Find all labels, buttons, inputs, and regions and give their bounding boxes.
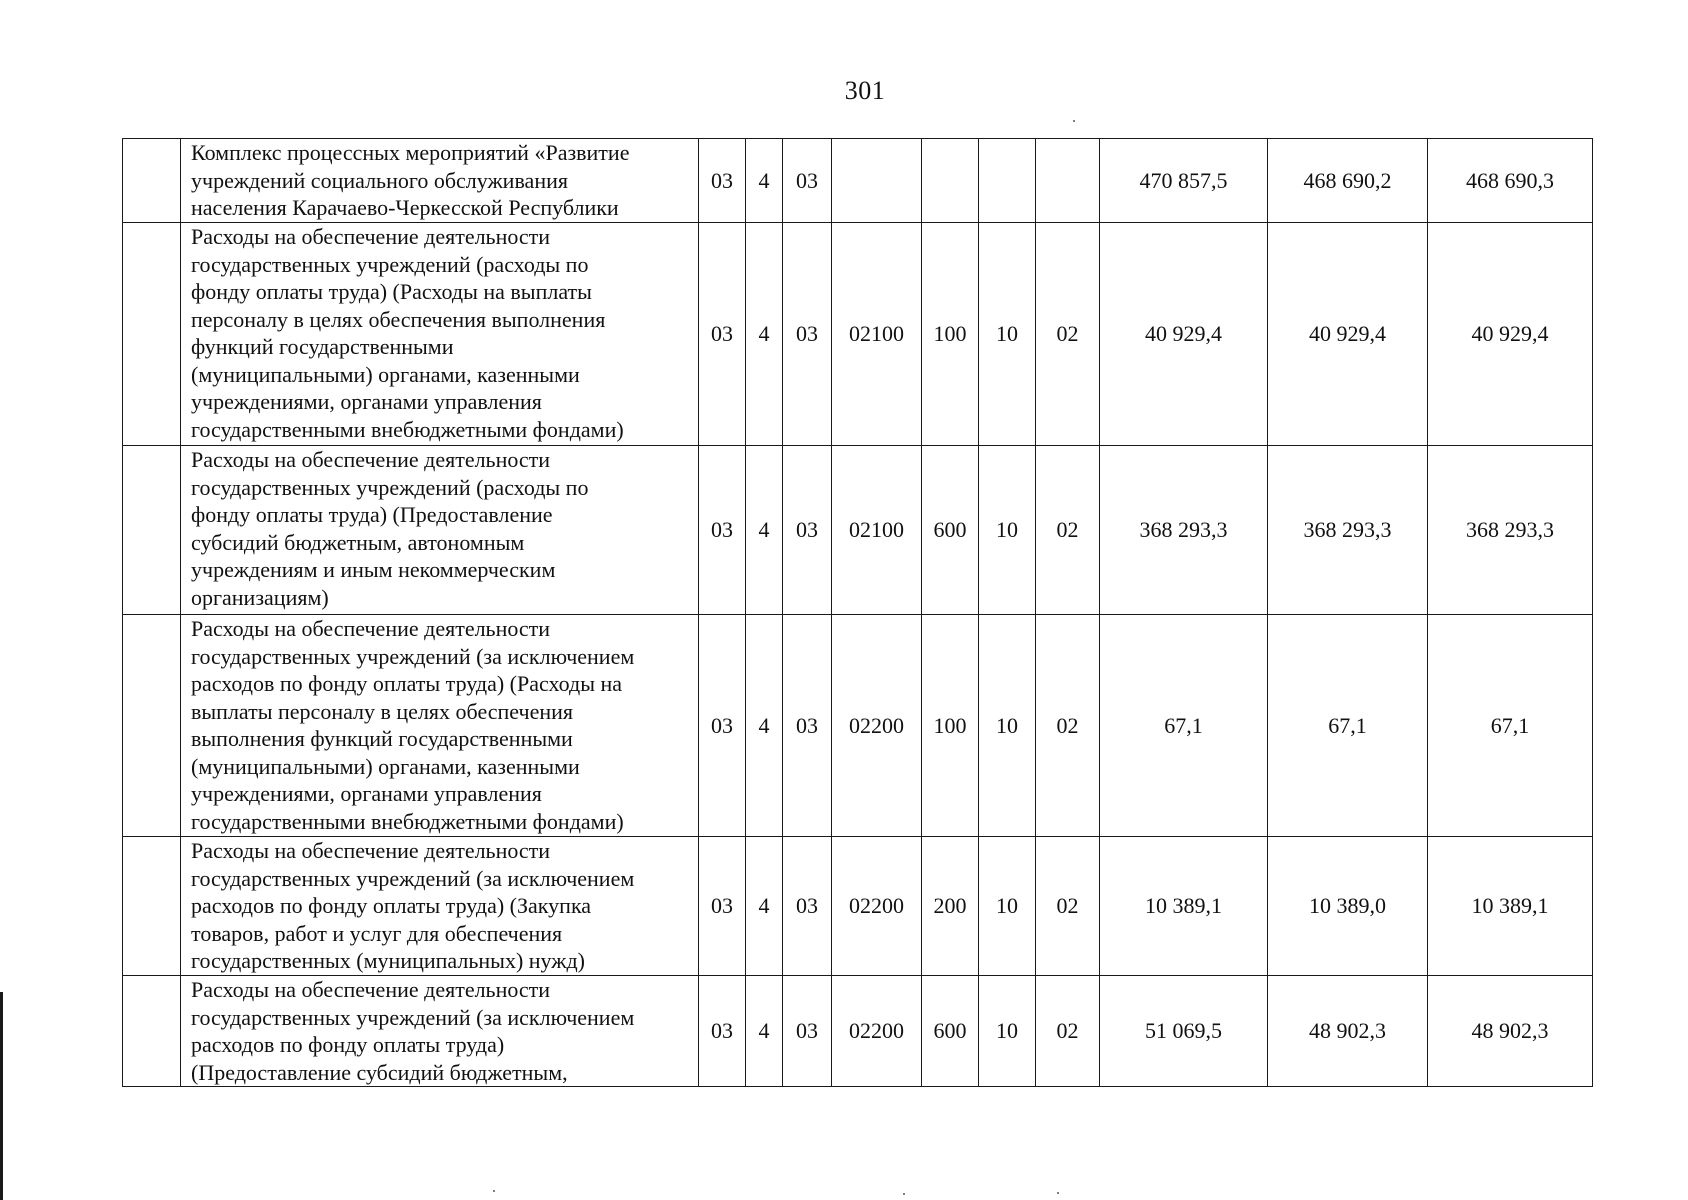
- description-line: товаров, работ и услуг для обеспечения: [191, 920, 563, 946]
- description-line: Расходы на обеспечение деятельности: [191, 838, 551, 863]
- description-line: (муниципальными) органами, казенными: [191, 753, 580, 779]
- description-line: (Предоставление субсидий бюджетным,: [191, 1059, 568, 1085]
- budget-table: [122, 138, 1593, 1087]
- section-cell: 10: [979, 446, 1036, 615]
- amount-year-3-cell: 40 929,4: [1428, 223, 1593, 446]
- description-cell: [181, 837, 699, 976]
- structure-code-cell: 03: [783, 837, 832, 976]
- type-code-cell: 4: [746, 223, 783, 446]
- row-number-cell: [123, 837, 181, 976]
- description-line: расходов по фонду оплаты труда) (Расходы на: [191, 671, 623, 696]
- description-line: учреждениями, органами управления: [191, 389, 542, 414]
- row-number-cell: [123, 446, 181, 615]
- description-line: Расходы на обеспечение деятельности: [191, 977, 551, 1002]
- amount-year-1-cell: 470 857,5: [1100, 139, 1268, 223]
- type-code-cell: 4: [746, 446, 783, 615]
- description-line: государственных учреждений (за исключением: [191, 643, 635, 669]
- description-line: учреждениям и иным некоммерческим: [191, 557, 556, 582]
- description-line: выплаты персоналу в целях обеспечения: [191, 698, 574, 724]
- direction-code-cell: 02200: [832, 837, 922, 976]
- amount-year-2-cell: 48 902,3: [1268, 976, 1428, 1087]
- description-cell: [181, 615, 699, 837]
- subsection-cell: 02: [1036, 446, 1100, 615]
- row-number-cell: [123, 139, 181, 223]
- description-line: учреждениями, органами управления: [191, 781, 542, 806]
- expense-type-cell: 200: [922, 837, 979, 976]
- description-line: Расходы на обеспечение деятельности: [191, 447, 551, 472]
- section-cell: 10: [979, 976, 1036, 1087]
- expense-type-cell: 600: [922, 446, 979, 615]
- subsection-cell: 02: [1036, 615, 1100, 837]
- description-line: организациям): [191, 584, 329, 610]
- type-code-cell: 4: [746, 615, 783, 837]
- amount-year-1-cell: 67,1: [1100, 615, 1268, 837]
- amount-year-2-cell: 10 389,0: [1268, 837, 1428, 976]
- section-cell: 10: [979, 837, 1036, 976]
- description-line: Комплекс процессных мероприятий «Развитие: [191, 140, 630, 165]
- table-row: [123, 976, 1593, 1087]
- amount-year-3-cell: 368 293,3: [1428, 446, 1593, 615]
- description-line: фонду оплаты труда) (Предоставление: [191, 502, 553, 527]
- table-row: [123, 139, 1593, 223]
- row-number-cell: [123, 976, 181, 1087]
- structure-code-cell: 03: [783, 139, 832, 223]
- amount-year-3-cell: 468 690,3: [1428, 139, 1593, 223]
- amount-year-1-cell: 51 069,5: [1100, 976, 1268, 1087]
- subsection-cell: [1036, 139, 1100, 223]
- description-line: учреждений социального обслуживания: [191, 167, 568, 193]
- subsection-cell: 02: [1036, 837, 1100, 976]
- structure-code-cell: 03: [783, 223, 832, 446]
- description-line: государственных (муниципальных) нужд): [191, 948, 585, 973]
- section-cell: 10: [979, 615, 1036, 837]
- direction-code-cell: 02100: [832, 223, 922, 446]
- amount-year-2-cell: 40 929,4: [1268, 223, 1428, 446]
- expense-type-cell: 600: [922, 976, 979, 1087]
- description-line: государственных учреждений (расходы по: [191, 474, 589, 500]
- table-row: [123, 615, 1593, 837]
- description-line: (муниципальными) органами, казенными: [191, 361, 580, 387]
- amount-year-1-cell: 40 929,4: [1100, 223, 1268, 446]
- description-line: функций государственными: [191, 334, 454, 359]
- description-line: фонду оплаты труда) (Расходы на выплаты: [191, 279, 592, 304]
- program-code-cell: 03: [699, 615, 746, 837]
- row-number-cell: [123, 615, 181, 837]
- structure-code-cell: 03: [783, 976, 832, 1087]
- structure-code-cell: 03: [783, 615, 832, 837]
- description-cell: [181, 223, 699, 446]
- amount-year-1-cell: 10 389,1: [1100, 837, 1268, 976]
- amount-year-2-cell: 67,1: [1268, 615, 1428, 837]
- description-line: расходов по фонду оплаты труда): [191, 1032, 505, 1057]
- table-row: [123, 837, 1593, 976]
- description-line: персоналу в целях обеспечения выполнения: [191, 306, 606, 332]
- description-line: государственных учреждений (за исключением: [191, 865, 635, 891]
- description-cell: [181, 446, 699, 615]
- subsection-cell: 02: [1036, 976, 1100, 1087]
- type-code-cell: 4: [746, 976, 783, 1087]
- program-code-cell: 03: [699, 976, 746, 1087]
- description-line: выполнения функций государственными: [191, 726, 573, 751]
- description-line: государственными внебюджетными фондами): [191, 416, 624, 442]
- description-line: Расходы на обеспечение деятельности: [191, 224, 551, 249]
- expense-type-cell: 100: [922, 223, 979, 446]
- program-code-cell: 03: [699, 223, 746, 446]
- type-code-cell: 4: [746, 139, 783, 223]
- description-line: Расходы на обеспечение деятельности: [191, 616, 551, 641]
- scan-margin-rule: [0, 992, 3, 1200]
- page-number: 301: [844, 76, 886, 105]
- amount-year-2-cell: 468 690,2: [1268, 139, 1428, 223]
- description-line: государственных учреждений (расходы по: [191, 251, 589, 277]
- program-code-cell: 03: [699, 139, 746, 223]
- row-number-cell: [123, 223, 181, 446]
- table-body: [123, 139, 1593, 1087]
- description-line: расходов по фонду оплаты труда) (Закупка: [191, 893, 592, 918]
- program-code-cell: 03: [699, 446, 746, 615]
- section-cell: [979, 139, 1036, 223]
- subsection-cell: 02: [1036, 223, 1100, 446]
- structure-code-cell: 03: [783, 446, 832, 615]
- amount-year-3-cell: 10 389,1: [1428, 837, 1593, 976]
- direction-code-cell: 02200: [832, 615, 922, 837]
- description-line: государственными внебюджетными фондами): [191, 808, 624, 834]
- expense-type-cell: 100: [922, 615, 979, 837]
- description-line: государственных учреждений (за исключением: [191, 1004, 635, 1030]
- expense-type-cell: [922, 139, 979, 223]
- direction-code-cell: 02200: [832, 976, 922, 1087]
- amount-year-1-cell: 368 293,3: [1100, 446, 1268, 615]
- direction-code-cell: [832, 139, 922, 223]
- description-line: населения Карачаево-Черкесской Республики: [191, 195, 619, 220]
- description-cell: [181, 139, 699, 223]
- description-line: субсидий бюджетным, автономным: [191, 529, 525, 555]
- section-cell: 10: [979, 223, 1036, 446]
- table-row: [123, 446, 1593, 615]
- description-cell: [181, 976, 699, 1087]
- amount-year-3-cell: 48 902,3: [1428, 976, 1593, 1087]
- amount-year-2-cell: 368 293,3: [1268, 446, 1428, 615]
- program-code-cell: 03: [699, 837, 746, 976]
- amount-year-3-cell: 67,1: [1428, 615, 1593, 837]
- type-code-cell: 4: [746, 837, 783, 976]
- table-row: [123, 223, 1593, 446]
- direction-code-cell: 02100: [832, 446, 922, 615]
